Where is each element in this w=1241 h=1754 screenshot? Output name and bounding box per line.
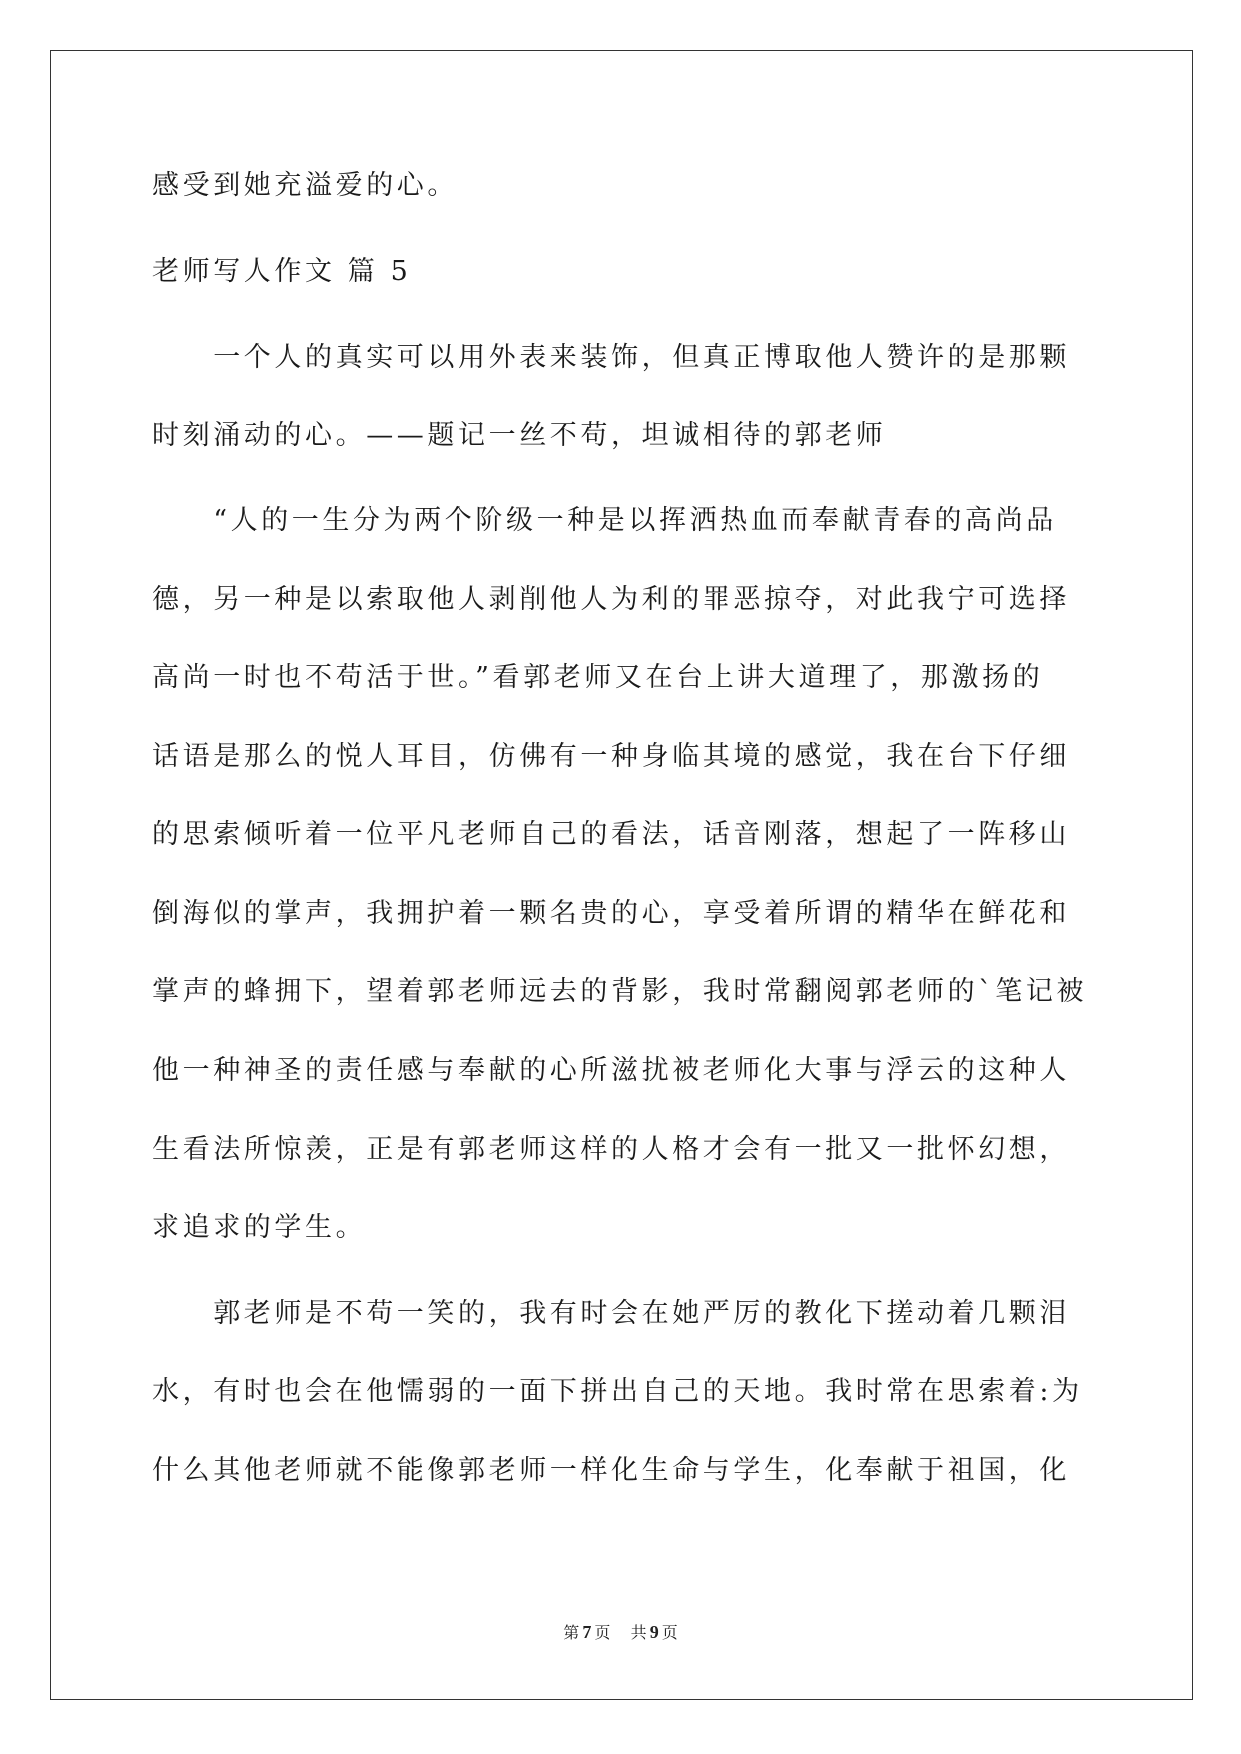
text-line: 他一种神圣的责任感与奉献的心所滋扰被老师化大事与浮云的这种人 [152, 1055, 1070, 1086]
total-suffix: 页 [661, 1623, 678, 1642]
section-heading: 老师写人作文 篇 5 [152, 256, 412, 287]
text-line: 郭老师是不苟一笑的，我有时会在她严厉的教化下搓动着几颗泪 [152, 1298, 1070, 1329]
page-prefix: 第 [563, 1623, 580, 1642]
text-line: 求追求的学生。 [152, 1212, 367, 1243]
page-suffix: 页 [594, 1623, 611, 1642]
total-pages-number: 9 [649, 1622, 659, 1642]
text-line: 掌声的蜂拥下，望着郭老师远去的背影，我时常翻阅郭老师的`笔记被 [152, 976, 1088, 1007]
text-line: 什么其他老师就不能像郭老师一样化生命与学生，化奉献于祖国，化 [152, 1455, 1070, 1486]
text-line: 时刻涌动的心。——题记一丝不苟，坦诚相待的郭老师 [152, 420, 887, 451]
text-line: “人的一生分为两个阶级一种是以挥洒热血而奉献青春的高尚品 [152, 505, 1057, 536]
total-prefix: 共 [630, 1623, 647, 1642]
text-line: 生看法所惊羡，正是有郭老师这样的人格才会有一批又一批怀幻想， [152, 1134, 1070, 1165]
text-line: 倒海似的掌声，我拥护着一颗名贵的心，享受着所谓的精华在鲜花和 [152, 898, 1070, 929]
text-line: 话语是那么的悦人耳目，仿佛有一种身临其境的感觉，我在台下仔细 [152, 741, 1070, 772]
text-line: 高尚一时也不苟活于世。”看郭老师又在台上讲大道理了，那激扬的 [152, 662, 1044, 693]
current-page-number: 7 [582, 1622, 592, 1642]
text-line: 水，有时也会在他懦弱的一面下拼出自己的天地。我时常在思索着:为 [152, 1376, 1083, 1407]
text-line: 感受到她充溢爱的心。 [152, 170, 458, 201]
text-line: 的思索倾听着一位平凡老师自己的看法，话音刚落，想起了一阵移山 [152, 819, 1070, 850]
text-line: 德，另一种是以索取他人剥削他人为利的罪恶掠夺，对此我宁可选择 [152, 584, 1070, 615]
page-footer [0, 1622, 1241, 1643]
page-border [50, 50, 1193, 1700]
text-line: 一个人的真实可以用外表来装饰，但真正博取他人赞许的是那颗 [152, 342, 1070, 373]
